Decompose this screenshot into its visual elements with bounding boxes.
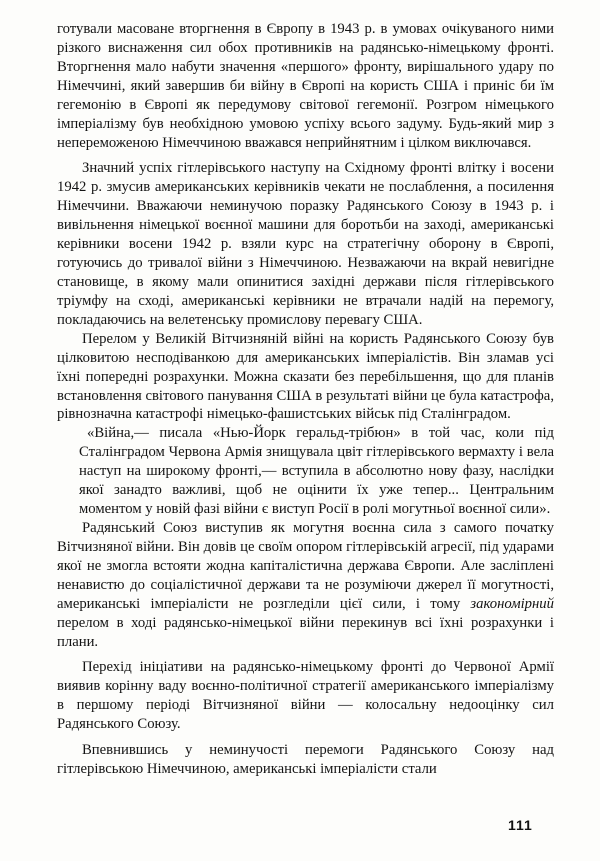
quote-paragraph: «Війна,— писала «Нью-Йорк геральд-трібюн» в той час, коли під Сталінградом Червона Армія знищувала цвіт гітлерівського вермахту і вела наступ на широкому фронті,— вступила в абсолютно нову фазу, наслідки якої занадто важливі, щоб не оцінити їх уже тепер... Центральним моментом у новій фазі війни є виступ Росії в ролі могутньої воєнної сили». (79, 425, 554, 518)
paragraph-5-text-before: Радянський Союз виступив як могутня воєнна сила з самого початку Вітчизняної війни. Він довів це своїм опором гітлерівській агресії, під ударами якої не змогла встояти жодна капіталістична держава Європи. Але засліплені ненавистю до соціалістичної держави та не розуміючи джерел її могутності, американські імперіалісти не розгледіли цієї сили, і тому (57, 519, 554, 612)
paragraph-5-emphasis: закономірний (470, 595, 554, 612)
paragraph-1: готували масоване вторгнення в Європу в 1943 р. в умовах очікуваного ними різкого виснаження сил обох противників на радянсько-німецькому фронті. Вторгнення мало набути значення «першого» фронту, вирішального удару по Німеччині, який завершив би війну в Європі на користь США і приніс би їм гегемонію в Європі як передумову світової гегемонії. Розгром німецького імперіалізму був необхідною умовою успіху всього задуму. Будь-який мир з непереможеною Німеччиною вважався неприйнятним і цілком виключався. (57, 21, 554, 151)
body-text (57, 20, 554, 779)
paragraph-3: Перелом у Великій Вітчизняній війні на користь Радянського Союзу був цілковитою несподіванкою для американських імперіалістів. Він зламав усі їхні попередні розрахунки. Можна сказати без перебільшення, що для планів встановлення світового панування США в результаті війни це була катастрофа, рівнозначна катастрофі німецько-фашистських військ під Сталінградом. (57, 330, 554, 423)
paragraph-7: Впевнившись у неминучості перемоги Радянського Союзу над гітлерівською Німеччиною, американські імперіалісти стали (57, 742, 554, 778)
paragraph-5 (57, 519, 554, 651)
paragraph-6: Перехід ініціативи на радянсько-німецькому фронті до Червоної Армії виявив корінну ваду воєнно-політичної стратегії американського імперіалізму в першому періоді Вітчизняної війни — колосальну недооцінку сил Радянського Союзу. (57, 659, 554, 733)
page-number: 111 (508, 817, 533, 833)
paragraph-2: Значний успіх гітлерівського наступу на Східному фронті влітку і восени 1942 р. змусив американських керівників чекати не послаблення, а посилення Німеччини. Вважаючи неминучою поразку Радянського Союзу в 1943 р. і вивільнення німецької воєнної машини для боротьби на заході, американські керівники восени 1942 р. взяли курс на стратегічну оборону в Європі, готуючись до тривалої війни з Німеччиною. Незважаючи на вкрай невигідне становище, в якому мали опинитися західні держави після гітлерівського тріумфу на сході, американські керівники не втрачали надій на перемогу, покладаючись на велетенську промислову перевагу США. (57, 160, 554, 328)
paragraph-5-text-after: перелом в ході радянсько-німецької війни перекинув всі їхні розрахунки і плани. (57, 614, 554, 650)
